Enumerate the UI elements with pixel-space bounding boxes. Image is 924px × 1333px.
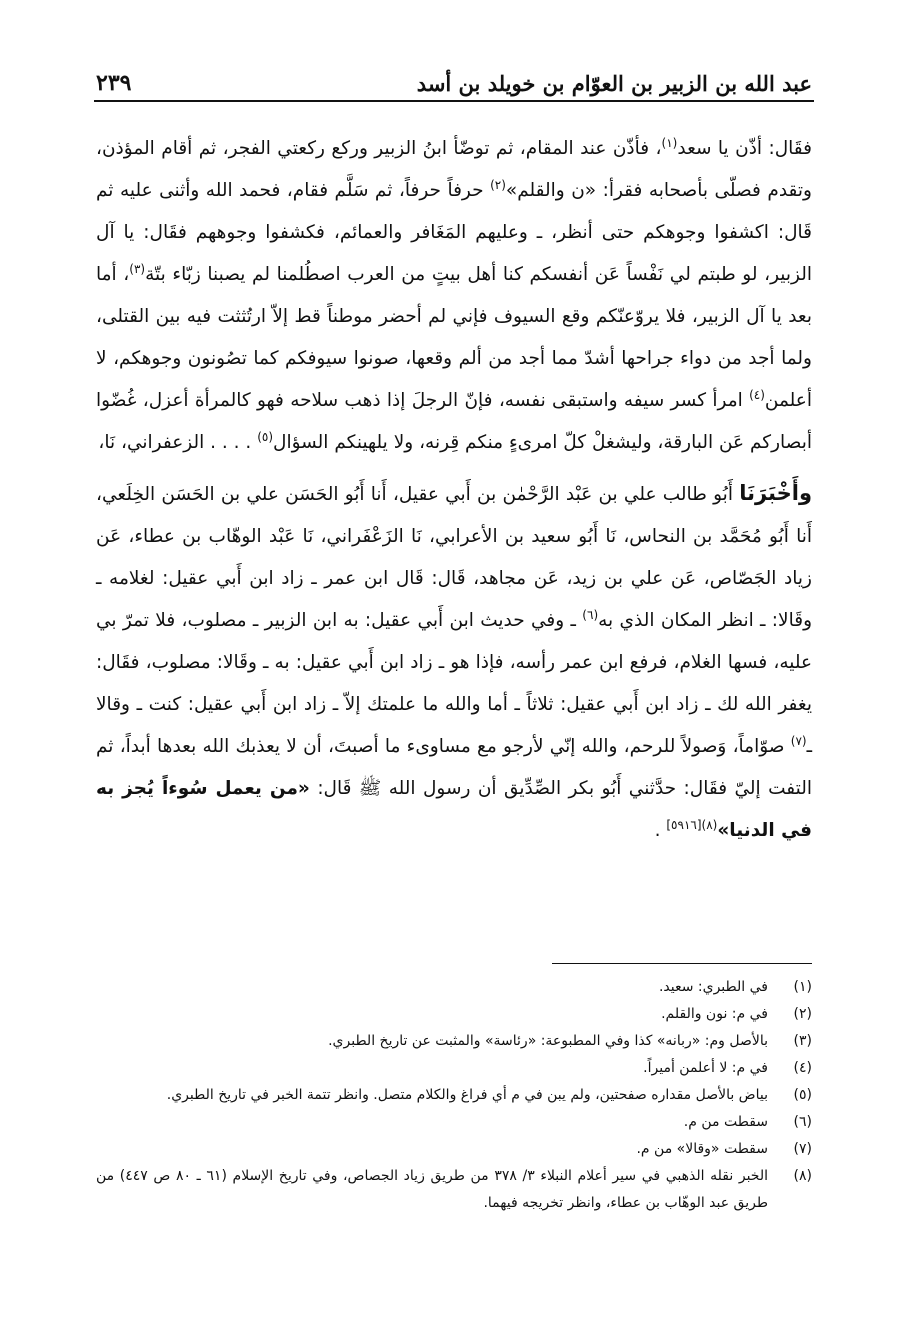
footnote-text: بياض بالأصل مقداره صفحتين، ولم يبن في م أي فراغ والكلام متصل. وانظر تتمة الخبر في تاريخ الطبري. xyxy=(166,1087,768,1103)
footnotes xyxy=(96,974,812,1217)
paragraph-lead: وأَخْبَرَنَا xyxy=(739,481,812,505)
footnote xyxy=(96,1163,812,1217)
paragraph-2: وأَخْبَرَنَا أَبُو طالب علي بن عَبْد الرَّحْمٰن بن أَبي عقيل، أَنا أَبُو الحَسَن علي بن الحَسَن الخِلَعي، أَنا أَبُو مُحَمَّد بن النحاس، نَا أَبُو سعيد بن الأعرابي، نَا الزَعْفَراني، نَا عَبْد الوهّاب بن عطاء، عَن زياد الجَصّاص، عَن علي بن زيد، عَن مجاهد، قَال: قَال ابن عمر ـ زاد ابن أَبي عقيل: لغلامه ـ وقَالا: ـ انظر المكان الذي به$^{(٦)}$ ـ وفي حديث ابن أَبي عقيل: به ابن الزبير ـ مصلوب، فلا تمرّ بي عليه، فسها الغلام، فرفع ابن عمر رأسه، فإذا هو ـ زاد ابن أَبي عقيل: به ـ وقَالا: مصلوب، فقَال: يغفر الله لك ـ زاد ابن أَبي عقيل: ثلاثاً ـ أما والله ما علمتك إلاّ ـ زاد ابن أَبي عقيل: كنت ـ وقالا ـ$^{(٧)}$ صوّاماً، وَصولاً للرحم، والله إنّي لأرجو مع مساوىء ما أصبتَ، أن لا يعذبك الله بعدها أبداً، ثم التفت إليّ فقَال: حدَّثني أَبُو بكر الصِّدِّيق أن رسول الله ﷺ قَال: «من يعمل سُوءاً يُجز به في الدنيا»$^{(٨)[٥٩١٦]}$ . xyxy=(96,481,813,841)
hadith-number: [٥٩١٦] xyxy=(666,817,702,832)
footnote-number: (٨) xyxy=(793,1168,812,1184)
footnote xyxy=(96,974,812,1001)
footnote-ref-7: (٧) xyxy=(790,733,807,748)
footnote-text: بالأصل وم: «ربانه» كذا وفي المطبوعة: «رئاسة» والمثبت عن تاريخ الطبري. xyxy=(328,1033,768,1049)
footnote-ref-5: (٥) xyxy=(257,429,274,444)
footnote-separator xyxy=(552,963,812,964)
footnote-text: في م: لا أعلمن أميراً. xyxy=(643,1060,768,1076)
main-text xyxy=(96,128,812,860)
page-number: ٢٣٩ xyxy=(96,70,132,96)
footnote xyxy=(96,1055,812,1082)
footnote-number: (٣) xyxy=(793,1033,812,1049)
footnote xyxy=(96,1136,812,1163)
footnote-number: (١) xyxy=(793,979,812,995)
header-rule xyxy=(94,100,814,102)
footnote-text: الخبر نقله الذهبي في سير أعلام النبلاء ٣/ ٣٧٨ من طريق زياد الجصاص، وفي تاريخ الإسلام (٦١ ـ ٨٠ ص ٤٤٧) من طريق عبد الوهّاب بن عطاء، وانظر تخريجه فيهما. xyxy=(96,1168,769,1211)
header-title: عبد الله بن الزبير بن العوّام بن خويلد بن أسد xyxy=(416,71,812,96)
footnote-text: سقطت «وقالا» من م. xyxy=(636,1141,768,1157)
footnote xyxy=(96,1028,812,1055)
footnote-ref-6: (٦) xyxy=(582,607,599,622)
footnote xyxy=(96,1082,812,1109)
footnote-ref-1: (١) xyxy=(661,135,678,150)
footnote-ref-8: (٨) xyxy=(701,817,718,832)
footnote-text: في الطبري: سعيد. xyxy=(658,979,768,995)
footnote-ref-4: (٤) xyxy=(749,387,765,402)
hadith-quote: «من يعمل سُوءاً يُجز به في الدنيا» xyxy=(96,778,812,841)
footnote-ref-3: (٣) xyxy=(129,261,146,276)
paragraph-1: فقَال: أذّن يا سعد$^{(١)}$، فأذّن عند المقام، ثم توضّأ ابنُ الزبير وركع ركعتي الفجر، ثم أقام المؤذن، وتقدم فصلّى بأصحابه فقرأ: «ن والقلم»$^{(٢)}$ حرفاً حرفاً، ثم سَلَّم فقام، فحمد الله وأثنى عليه ثم قَال: اكشفوا وجوهكم حتى أنظر، ـ وعليهم المَغَافر والعمائم، فكشفوا وجوههم فقَال: يا آل الزبير، لو طبتم لي نَفْساً عَن أنفسكم كنا أهل بيتٍ من العرب اصطُلمنا لم يصبنا زبّاء بتّة$^{(٣)}$، أما بعد يا آل الزبير، فلا يروّعنّكم وقع السيوف فإني لم أحضر موطناً قط إلاّ ارتُثثت فيه بين القتلى، ولما أجد من دواء جراحها أشدّ مما أجد من ألم وقعها، صونوا سيوفكم كما تصُونون وجوهكم، لا أعلمن$^{(٤)}$ امرأ كسر سيفه واستبقى نفسه، فإنّ الرجلَ إذا ذهب سلاحه فهو كالمرأة أعزل، غُضّوا أبصاركم عَن البارقة، وليشغلْ كلّ امرىءٍ منكم قِرنه، ولا يلهينكم السؤال$^{(٥)}$ . . . . الزعفراني، نَا، xyxy=(96,135,813,453)
footnote-text: سقطت من م. xyxy=(683,1114,768,1130)
footnote-ref-2: (٢) xyxy=(490,177,506,192)
footnote-number: (٧) xyxy=(793,1141,812,1157)
footnote-number: (٢) xyxy=(793,1006,812,1022)
running-header xyxy=(96,56,812,96)
footnote-text: في م: نون والقلم. xyxy=(661,1006,768,1022)
footnote-number: (٥) xyxy=(793,1087,812,1103)
footnote xyxy=(96,1109,812,1136)
footnote-number: (٦) xyxy=(793,1114,812,1130)
footnote-number: (٤) xyxy=(793,1060,812,1076)
footnote xyxy=(96,1001,812,1028)
